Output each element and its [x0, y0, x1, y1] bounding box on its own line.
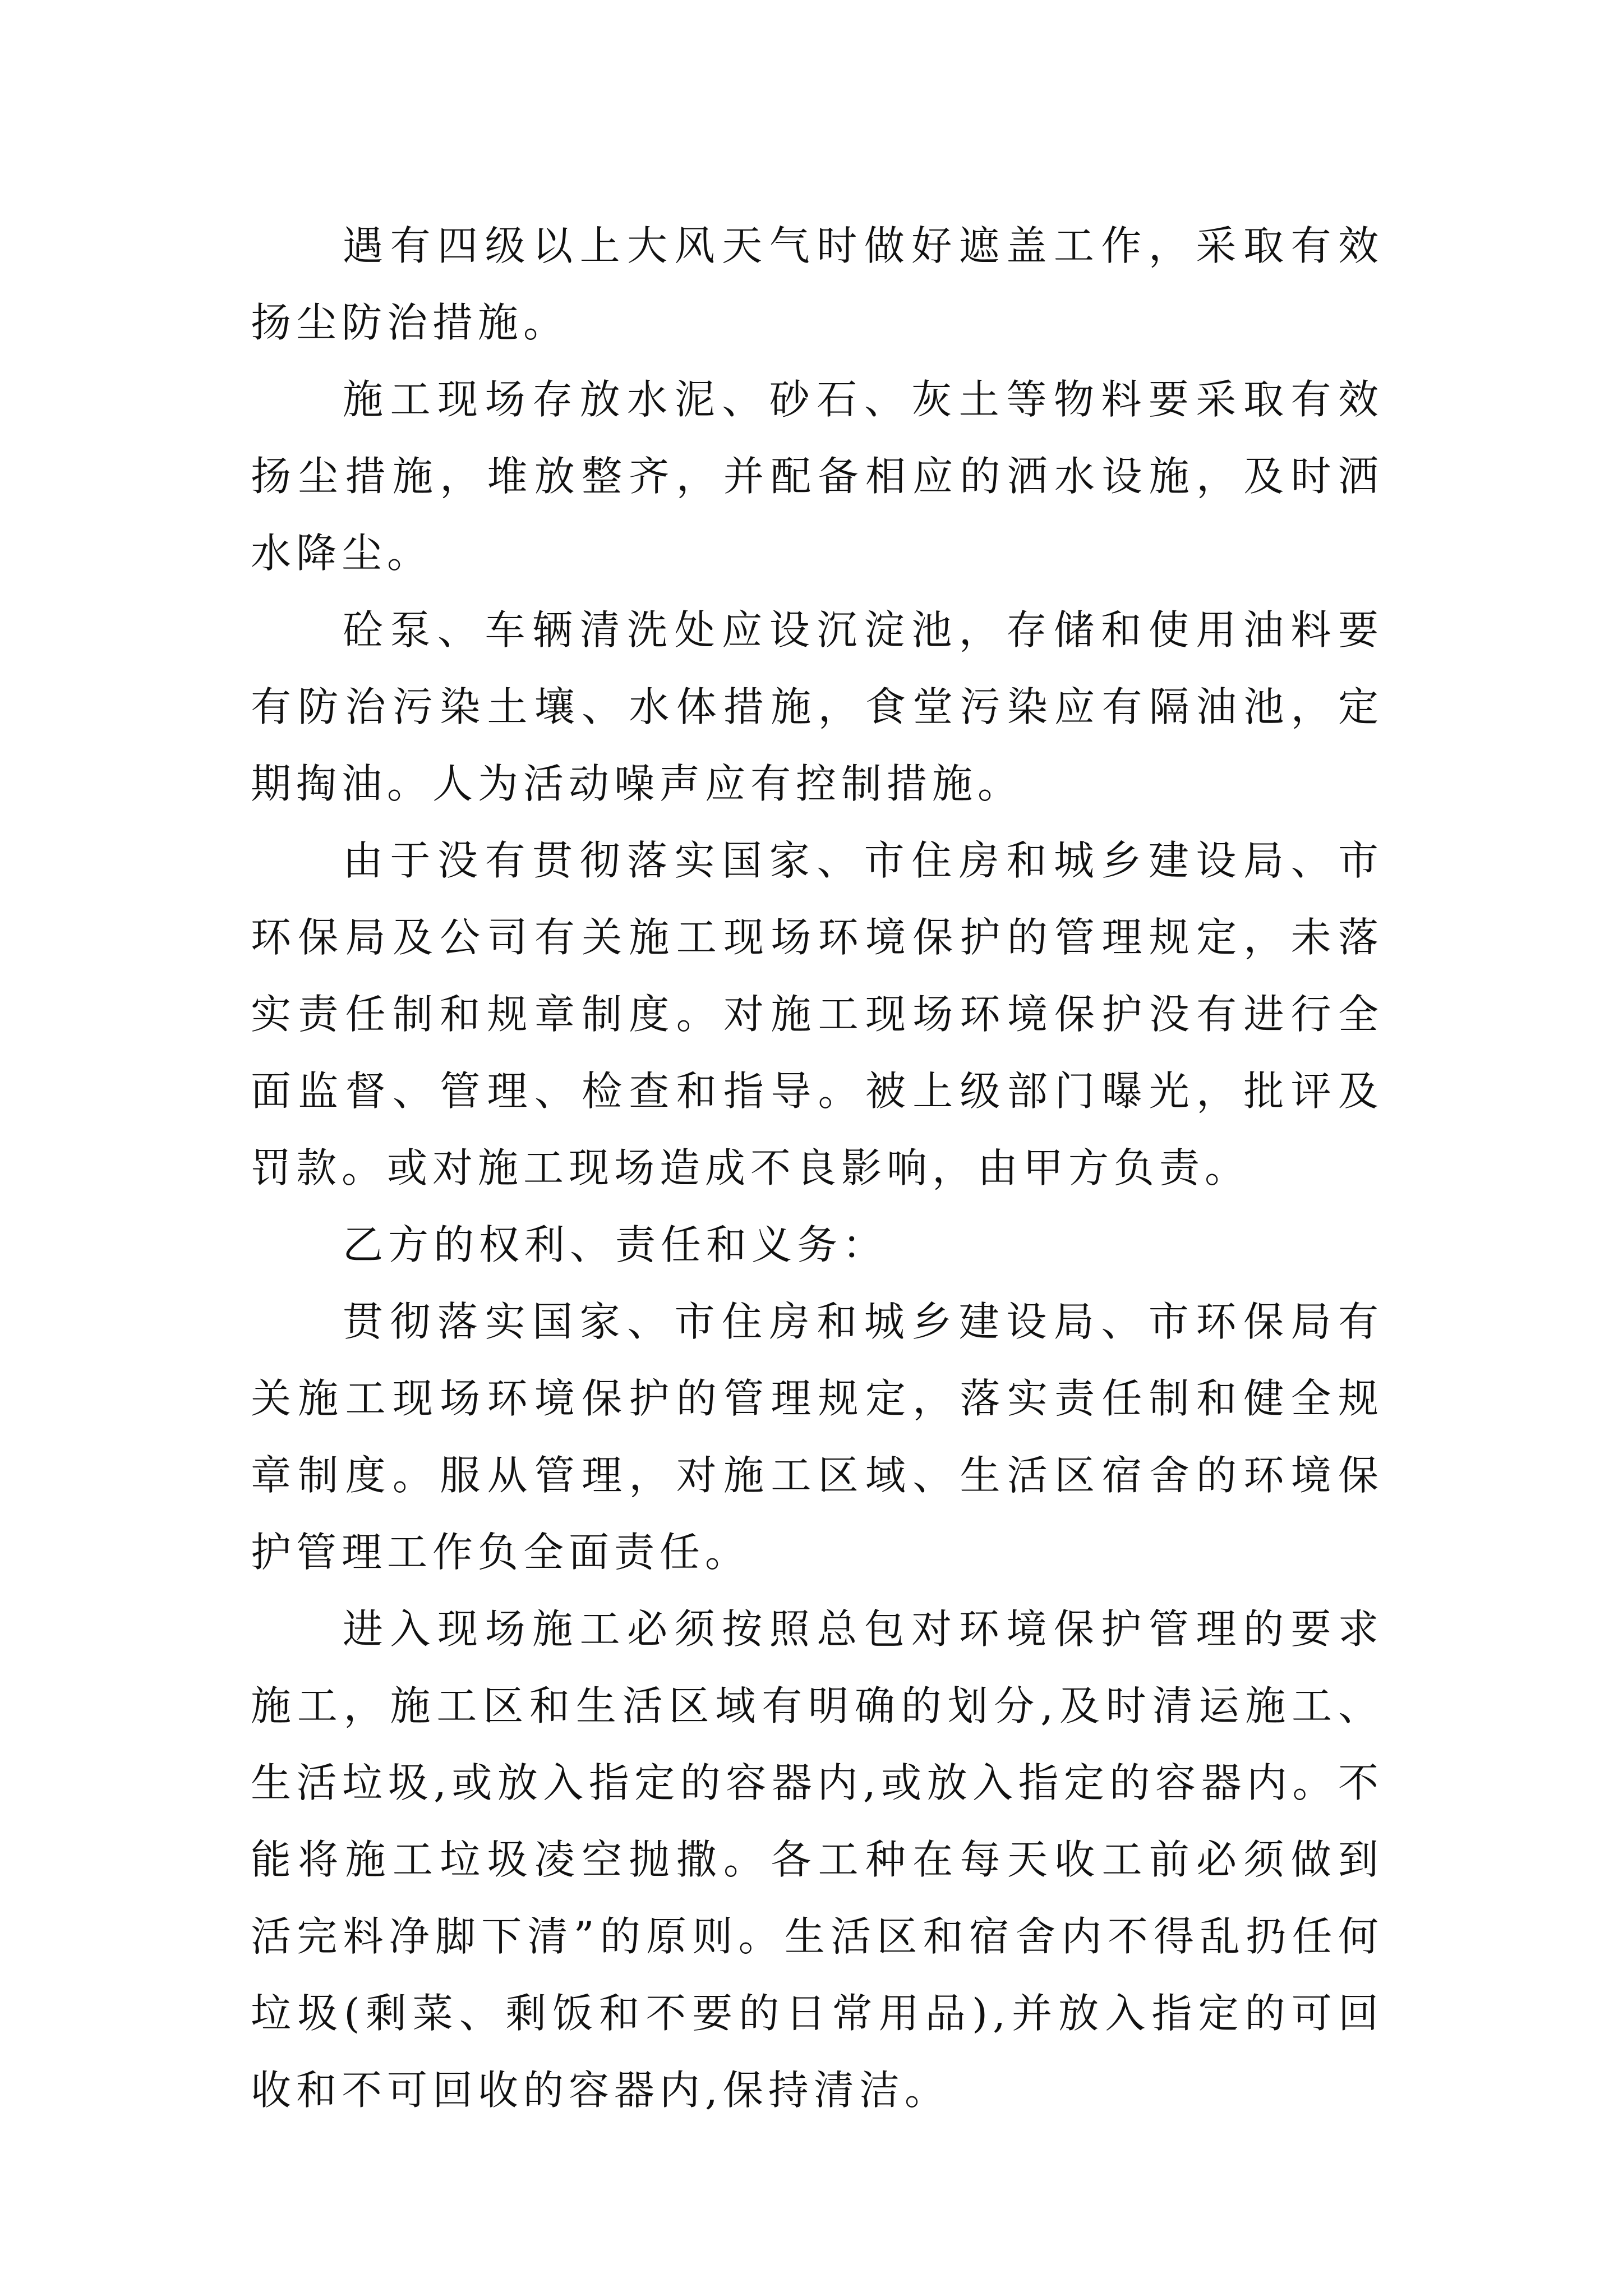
paragraph-pollution-control: 砼泵、车辆清洗处应设沉淀池，存储和使用油料要有防治污染土壤、水体措施，食堂污染应有隔油池，定期掏油。人为活动噪声应有控制措施。 [251, 606, 1384, 807]
paragraph-party-a-liability: 由于没有贯彻落实国家、市住房和城乡建设局、市环保局及公司有关施工现场环境保护的管理规定，未落实责任制和规章制度。对施工现场环境保护没有进行全面监督、管理、检查和指导。被上级部门曝光，批评及罚款。或对施工现场造成不良影响，由甲方负责。 [251, 837, 1384, 1191]
paragraph-material-storage: 施工现场存放水泥、砂石、灰土等物料要采取有效扬尘措施，堆放整齐，并配备相应的洒水设施，及时洒水降尘。 [251, 376, 1384, 577]
paragraph-party-b-heading: 乙方的权利、责任和义务： [343, 1221, 888, 1268]
paragraph-dust-wind: 遇有四级以上大风天气时做好遮盖工作，采取有效扬尘防治措施。 [251, 222, 1384, 346]
paragraph-party-b-duties: 贯彻落实国家、市住房和城乡建设局、市环保局有关施工现场环境保护的管理规定，落实责任制和健全规章制度。服从管理，对施工区域、生活区宿舍的环境保护管理工作负全面责任。 [251, 1298, 1384, 1576]
paragraph-waste-management: 进入现场施工必须按照总包对环境保护管理的要求施工，施工区和生活区域有明确的划分,及时清运施工、生活垃圾,或放入指定的容器内,或放入指定的容器内。不能将施工垃圾凌空抛撒。各工种在每天收工前必须做到活完料净脚下清”的原则。生活区和宿舍内不得乱扔任何垃圾(剩菜、剩饭和不要的日常用品),并放入指定的可回收和不可回收的容器内,保持清洁。 [251, 1605, 1384, 2114]
document-page [251, 208, 1384, 2129]
